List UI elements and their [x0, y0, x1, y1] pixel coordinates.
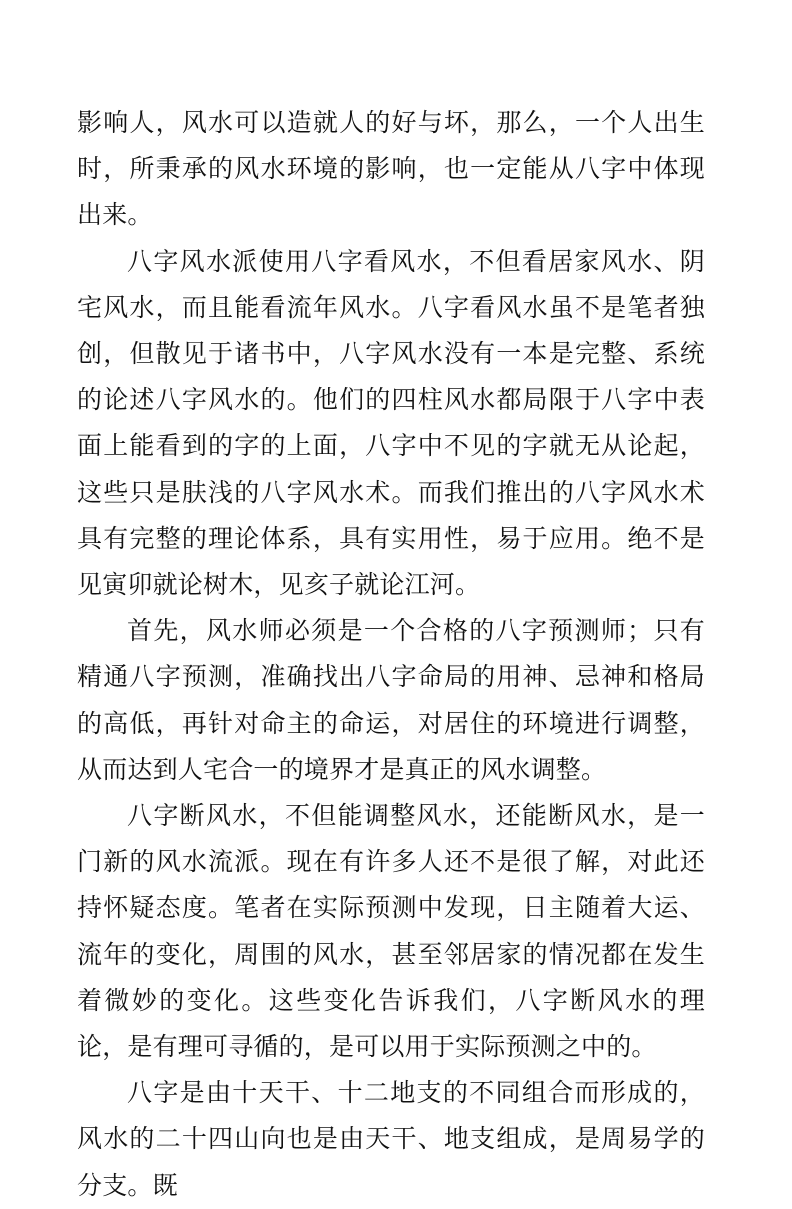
document-page — [77, 100, 705, 1209]
paragraph-5: 八字是由十天干、十二地支的不同组合而形成的，风水的二十四山向也是由天干、地支组成，是周易学的分支。既 — [77, 1078, 705, 1200]
paragraph-2: 八字风水派使用八字看风水，不但看居家风水、阴宅风水，而且能看流年风水。八字看风水虽不是笔者独创，但散见于诸书中，八字风水没有一本是完整、系统的论述八字风水的。他们的四柱风水都局限于八字中表面上能看到的字的上面，八字中不见的字就无从论起，这些只是肤浅的八字风水术。而我们推出的八字风水术具有完整的理论体系，具有实用性，易于应用。绝不是见寅卯就论树木，见亥子就论江河。 — [77, 246, 705, 600]
paragraph-4: 八字断风水，不但能调整风水，还能断风水，是一门新的风水流派。现在有许多人还不是很了解，对此还持怀疑态度。笔者在实际预测中发现，日主随着大运、流年的变化，周围的风水，甚至邻居家的情况都在发生着微妙的变化。这些变化告诉我们，八字断风水的理论，是有理可寻循的，是可以用于实际预测之中的。 — [77, 801, 705, 1062]
paragraph-3: 首先，风水师必须是一个合格的八字预测师；只有精通八字预测，准确找出八字命局的用神、忌神和格局的高低，再针对命主的命运，对居住的环境进行调整，从而达到人宅合一的境界才是真正的风水调整。 — [77, 616, 705, 784]
paragraph-1: 影响人，风水可以造就人的好与坏，那么，一个人出生时，所秉承的风水环境的影响，也一定能从八字中体现出来。 — [77, 108, 705, 230]
